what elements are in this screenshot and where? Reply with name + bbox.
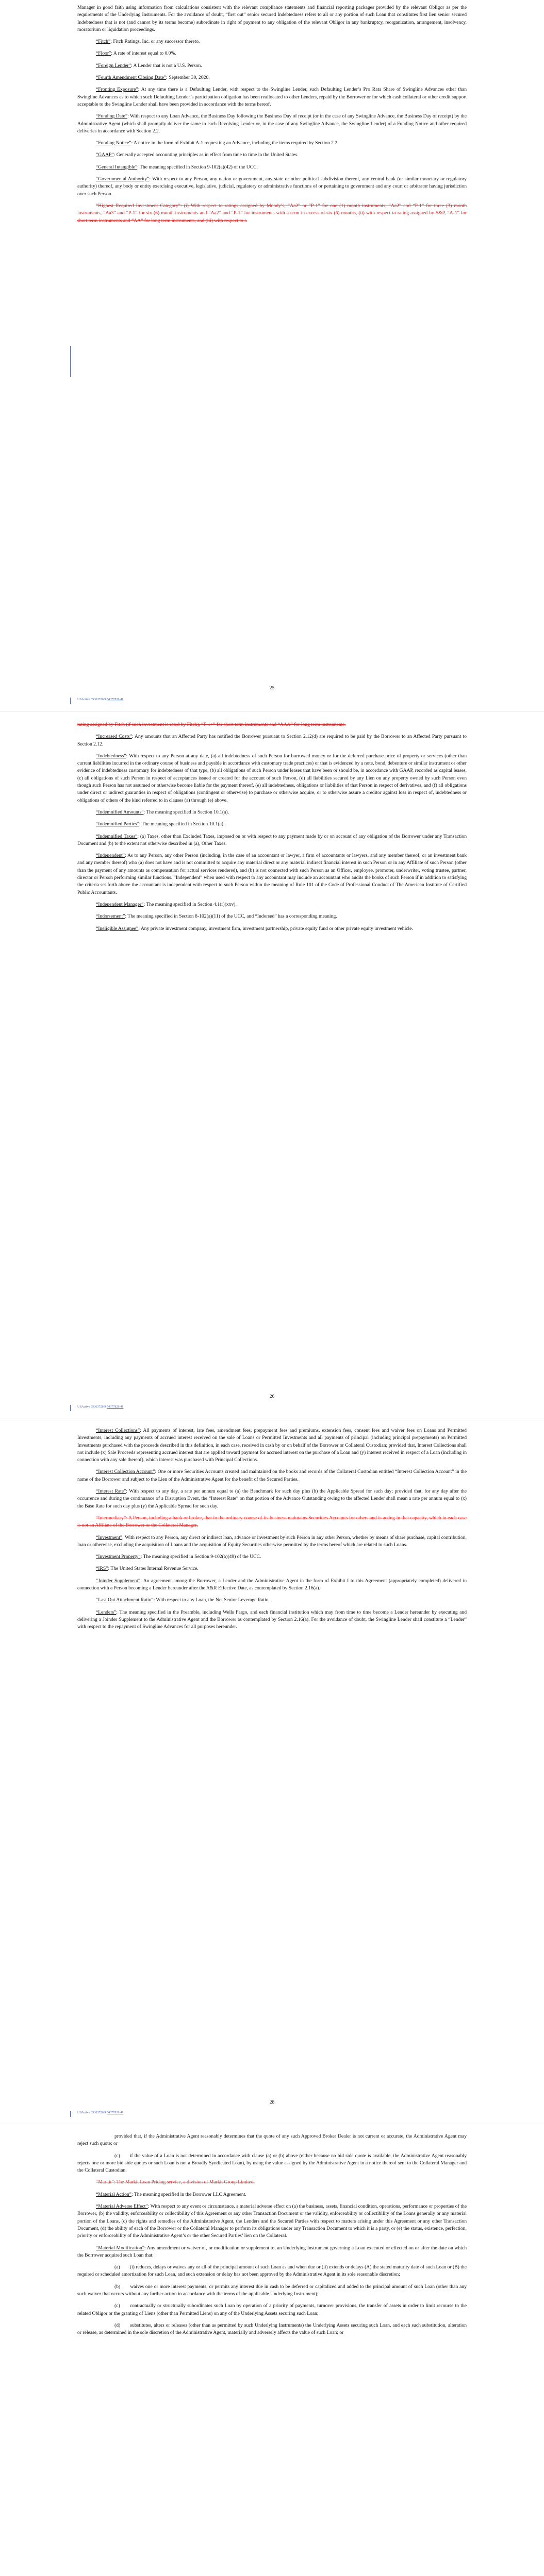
definition-text: : The meaning specified in Section 10.1(a). [139, 821, 225, 827]
sub-clause: (c) if the value of a Loan is not determined in accordance with clause (a) or (b) above (either because no bid side quote is available, the Administrative Agent reasonably rejects one or more bid side quotes or such Loan is not a Broadly Syndicated Loan), by using the value assigned by the Administrative Agent in a notice thereof sent to the Collateral Manager and the Collateral Custodian. [77, 2153, 467, 2174]
defined-term: “Foreign Lender” [96, 62, 131, 69]
sub-clause: (d) substitutes, alters or releases (other than as permitted by such Underlying Instruments) the Underlying Assets securing such Loan, and each such substitution, alteration or release, as determined in the sole discretion of the Administrative Agent, materially and adversely affects the value of such Loan; or [77, 2322, 467, 2336]
definition-text: : Any amendment or waiver of, or modification or supplement to, an Underlying Instrument governing a Loan executed or effected on or after the date on which the Borrower acquired such Loan that: [77, 2245, 467, 2258]
definition-paragraph [77, 113, 467, 135]
defined-term: “Funding Notice” [96, 140, 131, 146]
sub-clause: (a) (i) reduces, delays or waives any or all of the principal amount of such Loan as and when due or (ii) extends or delays (A) the stated maturity date of such Loan or (B) the required or scheduled amortization for such Loan, and such extension or delay has not been approved by the Administrative Agent in its sole reasonable discretion; [77, 2264, 467, 2278]
defined-term: “Material Modification” [96, 2245, 144, 2251]
defined-term: “IRS” [96, 1566, 108, 1572]
definition-paragraph [77, 1534, 467, 1549]
document-id: USActive 35363726.9 54377826.41 [77, 698, 124, 701]
definition-paragraph [77, 913, 467, 920]
definition-text: : With respect to any event or circumstance, a material adverse effect on (a) the business, assets, financial condition, operations, performance or properties of the Borrower, (b) the validity, enforceability or collectibility of this Agreement or any other Transaction Document or the validity, enforceability or collectibility of the Loans generally or any material portion of the Loans, (c) the rights and remedies of the Administrative Agent, the Lenders and the Secured Parties with respect to matters arising under this Agreement or any other Transaction Document, (d) the ability of each of the Borrower or the Collateral Manager to perform its obligations under any Transaction Document to which it is a party, or (e) the status, existence, perfection, priority or enforceability of the Administrative Agent’s or the other Secured Parties’ lien on the Collateral. [77, 2204, 467, 2239]
definition-text: : The meaning specified in Section 10.1(a). [143, 809, 229, 815]
defined-term: “Material Action” [96, 2191, 131, 2197]
definition-text: : With respect to any Loan, the Net Senior Leverage Ratio. [153, 1597, 270, 1603]
defined-term: “Interest Rate” [96, 1488, 126, 1495]
definition-text: : A Lender that is not a U.S. Person. [130, 62, 202, 69]
change-bar [70, 2111, 71, 2117]
defined-term: “Funding Date” [96, 113, 128, 120]
definition-text: : With respect to any day, a rate per annum equal to (a) the Benchmark for such day plus (b) the Applicable Spread for such day; provided that, for any day after the occurrence and during the continuance of a Disruption Event, the “Interest Rate” on that portion of the Advance Outstanding owing to the affected Lender shall mean a rate per annum equal to (x) the Base Rate for such day plus (y) the Applicable Spread for such day. [77, 1488, 467, 1509]
definition-text: : The meaning specified in Section 9-102(a)(49) of the UCC. [140, 1554, 261, 1560]
page-25-body [77, 4, 467, 229]
page-number: 26 [269, 1394, 275, 1399]
definition-paragraph [77, 74, 467, 81]
defined-term: “Ineligible Assignee” [96, 925, 139, 931]
definition-paragraph [77, 925, 467, 933]
definition-paragraph [77, 50, 467, 57]
definition-paragraph [77, 38, 467, 45]
defined-term: “Investment” [96, 1534, 123, 1540]
defined-term: “Governmental Authority” [96, 176, 150, 182]
defined-term: “GAAP” [96, 152, 114, 158]
definition-paragraph [77, 1427, 467, 1464]
definition-paragraph [77, 1565, 467, 1572]
page-footer [0, 697, 544, 705]
defined-term: “Interest Collections” [96, 1428, 140, 1433]
page-number: 28 [269, 2099, 275, 2105]
page-30-body [77, 2133, 467, 2342]
defined-term: “General Intangible” [96, 164, 138, 170]
defined-term: “Indemnified Parties” [96, 821, 139, 827]
definition-paragraph [77, 164, 467, 171]
definition-paragraph [77, 809, 467, 816]
defined-term: “Fourth Amendment Closing Date” [96, 75, 167, 81]
definition-text: : The meaning specified in Section 4.1(r)(xxv). [143, 901, 237, 907]
defined-term: “Indorsement” [96, 913, 125, 920]
defined-term: “Fitch” [96, 39, 111, 45]
defined-term: “Indebtedness” [96, 753, 126, 759]
page-footer [0, 2110, 544, 2118]
page-number: 25 [269, 685, 275, 691]
change-bar [70, 698, 71, 704]
definition-paragraph [77, 62, 467, 70]
definition-text: : (a) Taxes, other than Excluded Taxes, imposed on or with respect to any payment made by or on account of any obligation of the Borrower under any Transaction Document and (b) to the extent not otherwise described in (a), Other Taxes. [77, 833, 467, 846]
definition-paragraph [77, 1488, 467, 1510]
page-26-body [77, 721, 467, 937]
definition-text: : The meaning specified in Section 9-102(a)(42) of the UCC. [137, 164, 258, 170]
defined-term: “Floor” [96, 50, 111, 57]
definition-text: : The United States Internal Revenue Service. [108, 1566, 199, 1572]
deleted-definition: “Intermediary”: A Person, including a bank or broker, that in the ordinary course of its business maintains Securities Accounts for others and is acting in that capacity, which in each case is not an Affiliate of the Borrower or the Collateral Manager. [77, 1515, 467, 1529]
definition-text: : Any private investment company, investment firm, investment partnership, private equity fund or other private equity investment vehicle. [138, 925, 413, 931]
definition-text: : As to any Person, any other Person (including, in the case of an accountant or lawyer, a firm of accountants or lawyers, and any member thereof, or an investment bank and any member thereof) who (a) does not have and is not committed to acquire any material direct or any material indirect financial interest in such Person or in any Affiliate of such Person (other than the payment of any amounts as compensation for actual services rendered), and (b) is not connected with such Person as an Officer, employee, promoter, underwriter, voting trustee, partner, director or Person performing similar functions. “Independent” when used with respect to any accountant may include an accountant who audits the books of such Person if in addition to satisfying the criteria set forth above the accountant is independent with respect to such Person within the meaning of Rule 101 of the Code of Professional Conduct of The American Institute of Certified Public Accountants. [77, 853, 467, 895]
defined-term: “Fronting Exposure” [96, 87, 138, 93]
page-28-body [77, 1427, 467, 1636]
body-paragraph: Manager in good faith using information from calculations consistent with the relevant compliance statements and financial reporting packages provided by the relevant Obligor as per the requirements of the Underlying Instruments. For the avoidance of doubt, “first out” senior secured Indebtedness refers to all or any portion of such Loan that constitutes first lien senior secured Indebtedness that is not (and cannot by its terms become) subordinate in right of payment to any obligation of the relevant Obligor in any bankruptcy, reorganization, arrangement, insolvency, moratorium or liquidation proceedings. [77, 5, 467, 32]
definition-paragraph [77, 821, 467, 828]
defined-term: “Increased Costs” [96, 734, 132, 740]
change-bar [70, 1405, 71, 1411]
defined-term: “Indemnified Taxes” [96, 833, 138, 839]
sub-clause: (b) waives one or more interest payments, or permits any interest due in cash to be deferred or capitalized and added to the principal amount of such Loan (other than any such waiver that occurs without any further action in accordance with the terms of the applicable Underlying Instrument); [77, 2283, 467, 2297]
definition-text: : The meaning specified in Section 8-102(a)(11) of the UCC, and “Indorsed” has a corresponding meaning. [125, 913, 337, 920]
definition-paragraph [77, 140, 467, 147]
definition-text: : Generally accepted accounting principles as in effect from time to time in the United States. [113, 152, 299, 158]
definition-text: : The meaning specified in the Preamble, including Wells Fargo, and each financial institution which may from time to time become a Lender hereunder by executing and delivering a Joinder Supplement to the Administrative Agent and the Borrower as contemplated by Section 2.16(a). For the avoidance of doubt, the Swingline Lender shall constitute a “Lender” with respect to the repayment of Swingline Advances for all purposes hereunder. [77, 1609, 467, 1630]
definition-paragraph [77, 151, 467, 159]
definition-text: : Fitch Ratings, Inc. or any successor thereto. [110, 39, 200, 45]
definition-text: : With respect to any Person, any direct or indirect loan, advance or investment by such Person in any other Person, whether by means of share purchase, capital contribution, loan or otherwise, excluding the acquisition of Loans and the acquisition of Equity Securities otherwise permitted by the terms hereof which are related to such Loans. [77, 1534, 467, 1548]
sub-clause: provided that, if the Administrative Agent reasonably determines that the quote of any such Approved Broker Dealer is not current or accurate, the Administrative Agent may reject such quote; or [77, 2133, 467, 2147]
document-id: USActive 35363726.9 54377826.41 [77, 1405, 124, 1409]
definition-text: : At any time there is a Defaulting Lender, with respect to the Swingline Lender, such Defaulting Lender’s Pro Rata Share of Swingline Advances other than Swingline Advances as to which such Defaulting Lender’s participation obligation has been reallocated to other Lenders, repaid by the Borrower or for which cash collateral or other credit support acceptable to the Swingline Lender shall have been provided in accordance with the terms hereof. [77, 87, 467, 107]
definition-paragraph [77, 833, 467, 848]
definition-paragraph [77, 176, 467, 198]
definition-text: : An agreement among the Borrower, a Lender and the Administrative Agent in the form of Exhibit I to this Agreement (appropriately completed) delivered in connection with a Person becoming a Lender hereunder after the A&R Effective Date, as contemplated by Section 2.16(a). [77, 1578, 467, 1591]
definition-paragraph [77, 2245, 467, 2260]
defined-term: “Interest Collection Account” [96, 1469, 155, 1475]
definition-text: : A notice in the form of Exhibit A-1 requesting an Advance, including the items required by Section 2.2. [131, 140, 339, 146]
definition-paragraph [77, 753, 467, 804]
definition-text: : A rate of interest equal to 0.0%. [111, 50, 176, 57]
defined-term: “Indemnified Amounts” [96, 809, 144, 815]
definition-paragraph [77, 852, 467, 896]
deleted-definition: “Markit”: The Markit Loan Pricing service, a division of Markit Group Limited. [96, 2179, 255, 2185]
definition-paragraph [77, 1468, 467, 1483]
change-bar [70, 346, 71, 377]
definition-paragraph [77, 2191, 467, 2198]
defined-term: “Lenders” [96, 1609, 117, 1615]
definition-paragraph [77, 2203, 467, 2240]
definition-text: : All payments of interest, late fees, amendment fees, prepayment fees and premiums, extension fees, consent fees and waiver fees on Loans and Permitted Investments, including any payments of accrued interest received on the sale of Loans or Permitted Investments and all payments of principal (including principal prepayments) on Permitted Investments purchased with the proceeds described in this definition, in each case, received in cash by or on behalf of the Borrower or Collateral Custodian; provided that, Interest Collections shall not include (x) Sale Proceeds representing accrued interest that are applied toward payment for accrued interest on the purchase of a Loan and (y) interest received in respect of a Loan (including in connection with any sale thereof), which interest was purchased with Principal Collections. [77, 1428, 467, 1463]
definition-paragraph [77, 1578, 467, 1592]
definition-paragraph [77, 1597, 467, 1604]
defined-term: “Independent Manager” [96, 901, 144, 907]
deleted-definition: “Highest Required Investment Category”: (i) With respect to ratings assigned by Moody’s, “Aa2” or “P-1” for one (1) month instruments, “Aa2” and “P-1” for three (3) month instruments, “Aa3” and “P-1” for six (6) month instruments and “Aa2” and “P-1” for instruments with a term in excess of six (6) months, (ii) with respect to rating assigned by S&P, “A-1” for short term instruments and “AA” for long term instruments, and (iii) with respect to a [77, 202, 467, 224]
document-id: USActive 35363726.9 54377826.41 [77, 2111, 124, 2114]
defined-term: “Material Adverse Effect” [96, 2204, 148, 2210]
deleted-text: rating assigned by Fitch (if such investment is rated by Fitch), “F-1+” for short term instruments and “AAA” for long term instruments. [77, 722, 346, 727]
definition-text: : One or more Securities Accounts created and maintained on the books and records of the Collateral Custodian entitled “Interest Collection Account” in the name of the Borrower and subject to the Lien of the Administrative Agent for the benefit of the Secured Parties. [77, 1469, 467, 1482]
definition-text: : The meaning specified in the Borrower LLC Agreement. [131, 2191, 246, 2197]
definition-paragraph [77, 901, 467, 908]
defined-term: “Independent” [96, 853, 125, 859]
definition-text: : September 30, 2020. [166, 75, 210, 81]
defined-term: “Investment Property” [96, 1554, 141, 1560]
definition-text: : With respect to any Person, any nation or government, any state or other political subdivision thereof, any central bank (or similar monetary or regulatory authority) thereof, any body or entity exercising executive, legislative, judicial, regulatory or administrative functions of or pertaining to government and any court or arbitrator having jurisdiction over such Person. [77, 176, 467, 197]
defined-term: “Joinder Supplement” [96, 1578, 141, 1584]
definition-text: : With respect to any Loan Advance, the Business Day following the Business Day of receipt (or in the case of any Swingline Advance, the Business Day of receipt) by the Administrative Agent (which shall promptly deliver the same to each Revolving Lender or, in the case of any Swingline Advance, the Swingline Lender) of a Funding Notice and other required deliveries in accordance with Section 2.2. [77, 113, 467, 134]
definition-paragraph [77, 733, 467, 748]
defined-term: “Last Out Attachment Ratio” [96, 1597, 154, 1603]
definition-text: : With respect to any Person at any date, (a) all indebtedness of such Person for borrowed money or for the deferred purchase price of property or services (other than current liabilities incurred in the ordinary course of business and payable in accordance with customary trade practices) or that is evidenced by a note, bond, debenture or similar instrument or other evidence of indebtedness customary for indebtedness of that type, (b) all obligations of such Person under leases that have been or should be, in accordance with GAAP, recorded as capital leases, (c) all obligations of such Person in respect of acceptances issued or created for the account of such Person, (d) all liabilities secured by any Lien on any property owned by such Person even though such Person has not assumed or otherwise become liable for the payment thereof, (e) all indebtedness, obligations or liabilities of that Person in respect of derivatives, and (f) all obligations under direct or indirect guaranties in respect of obligations (contingent or otherwise) to purchase or otherwise acquire, or to otherwise assure a creditor against loss in respect of, indebtedness or obligations of others of the kind referred to in clauses (a) through (e) above. [77, 753, 467, 803]
definition-paragraph [77, 1553, 467, 1561]
definition-text: : Any amounts that an Affected Party has notified the Borrower pursuant to Section 2.12(d) are required to be paid by the Borrower to an Affected Party pursuant to Section 2.12. [77, 734, 467, 747]
page-footer [0, 1404, 544, 1412]
definition-paragraph [77, 86, 467, 108]
definition-paragraph [77, 1609, 467, 1631]
sub-clause: (c) contractually or structurally subordinates such Loan by operation of a priority of payments, turnover provisions, the transfer of assets in order to limit recourse to the related Obligor or the granting of Liens (other than Permitted Liens) on any of the Underlying Assets securing such Loan; [77, 2303, 467, 2316]
